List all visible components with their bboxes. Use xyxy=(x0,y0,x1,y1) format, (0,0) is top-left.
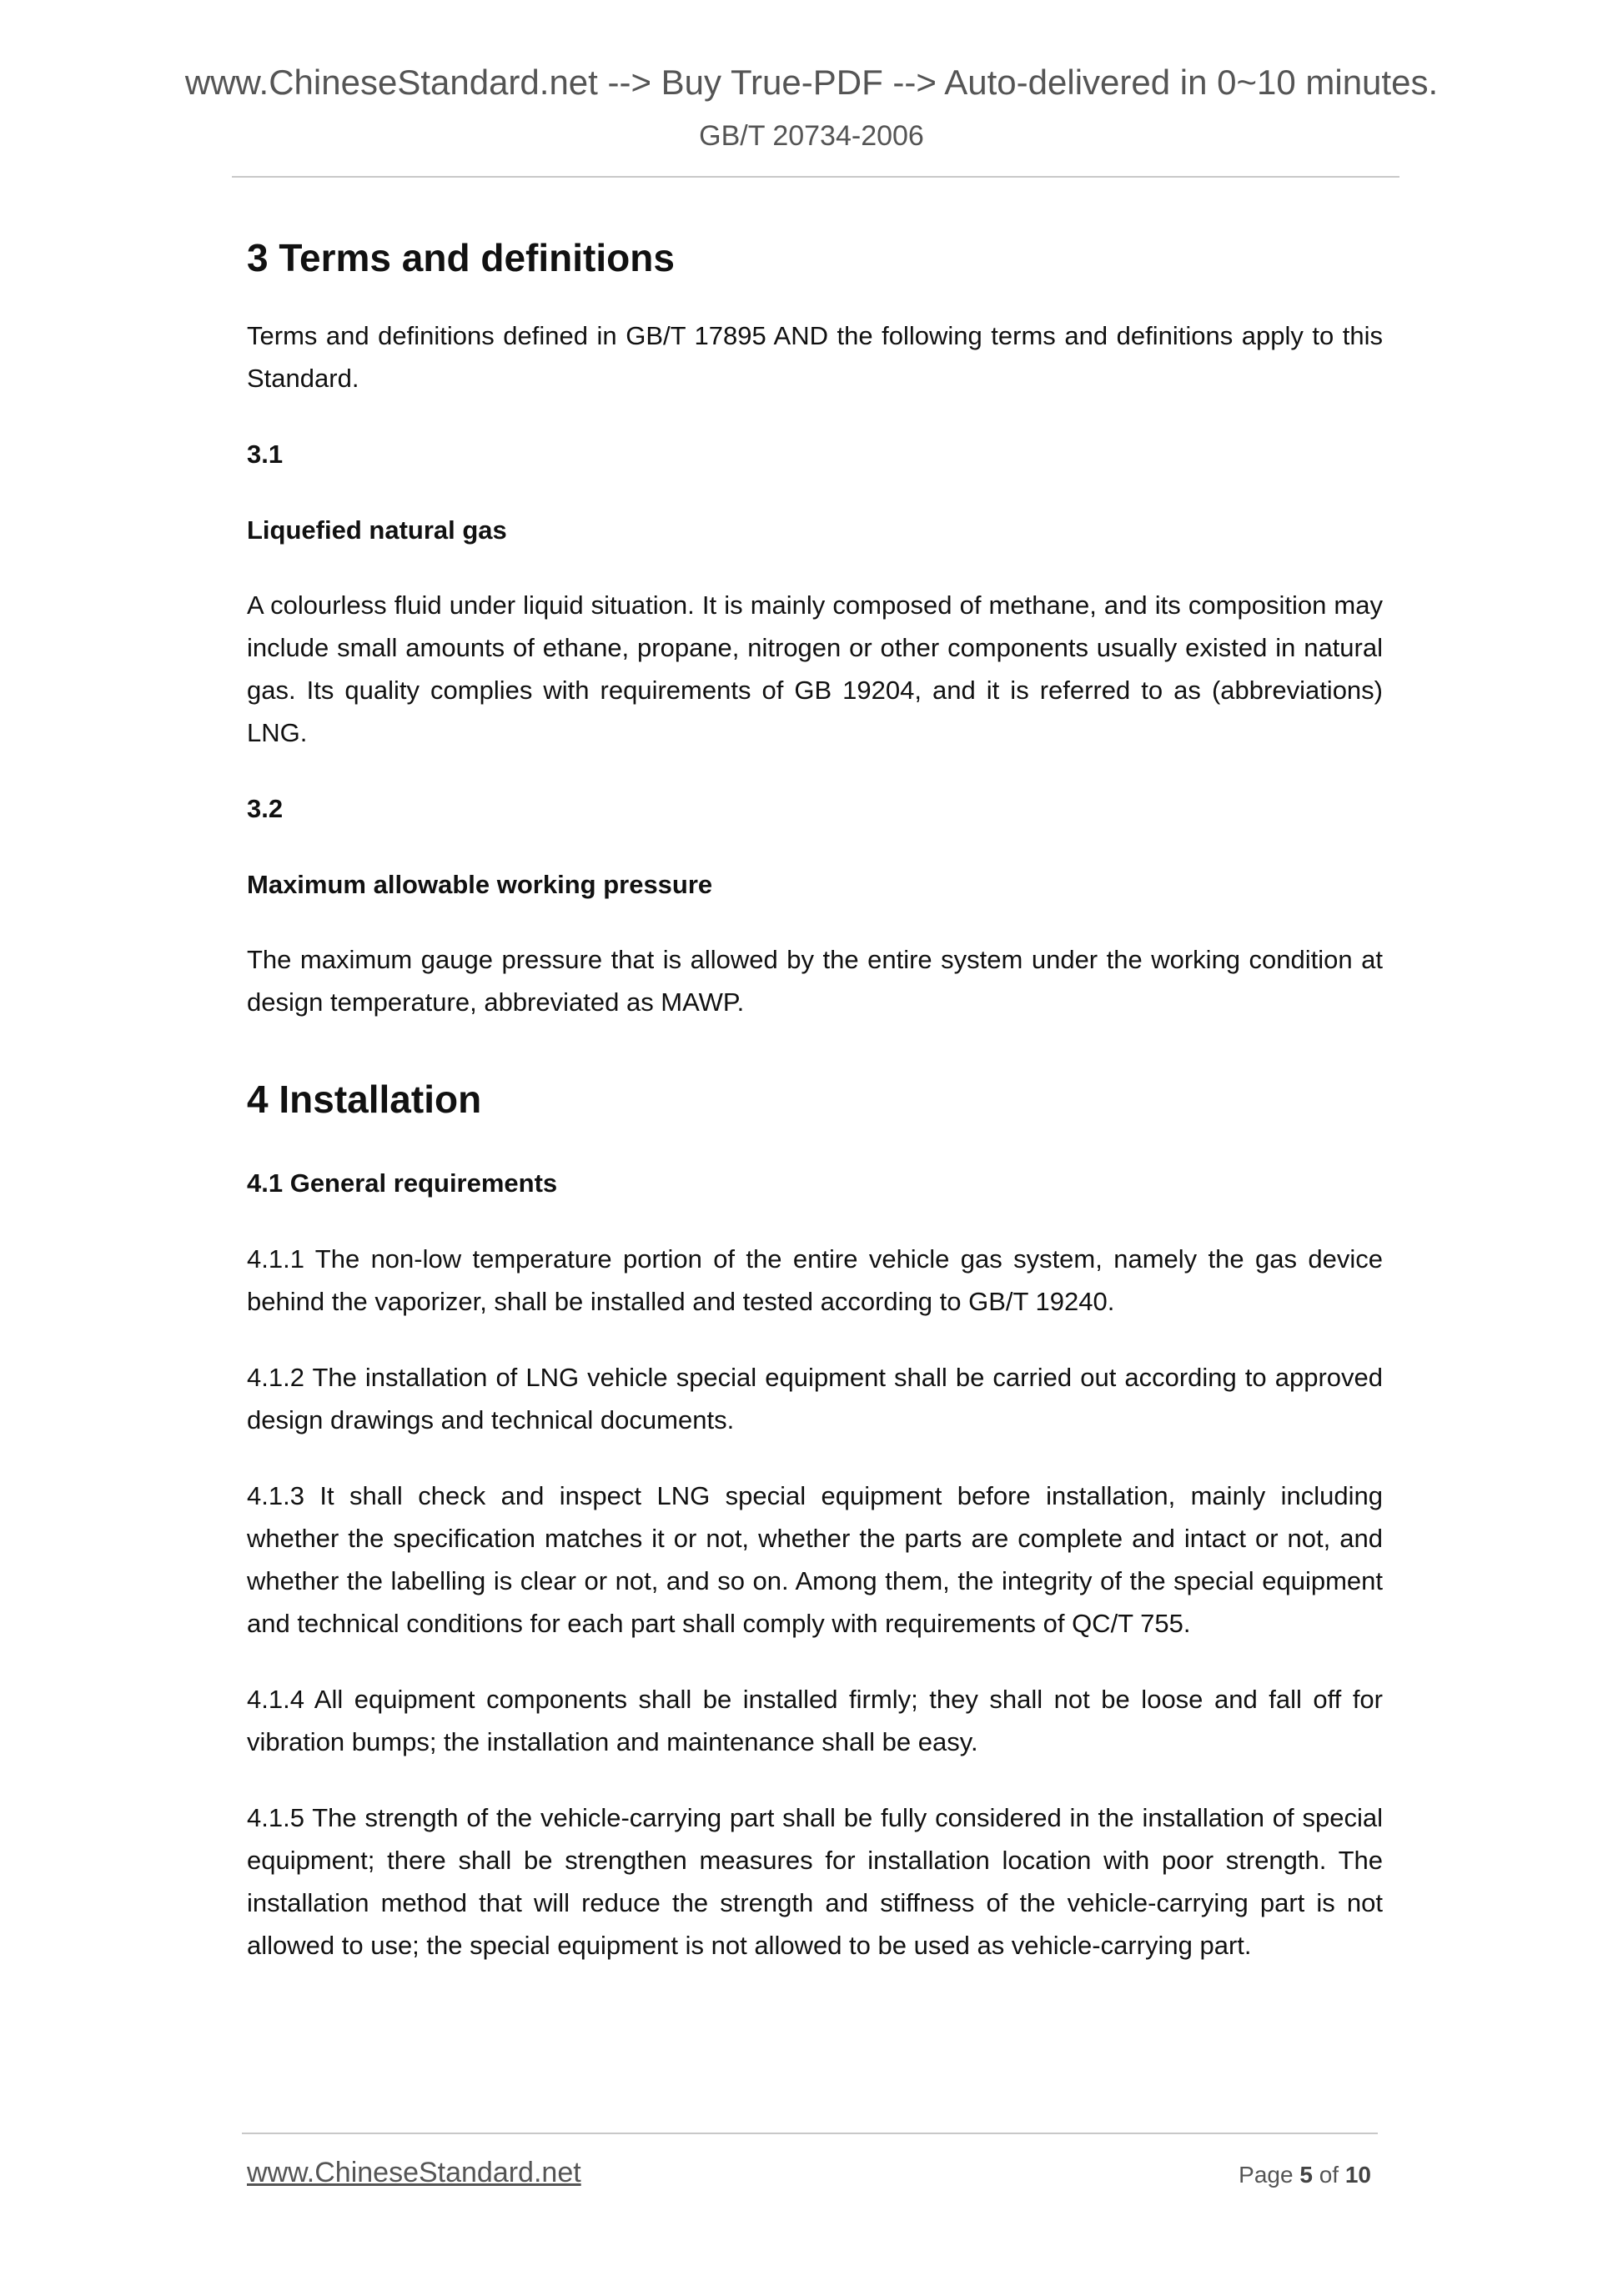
term-number-3-2: 3.2 xyxy=(247,793,284,823)
term-number-3-1: 3.1 xyxy=(247,439,284,469)
clause-4-1-1: 4.1.1 The non-low temperature portion of the entire vehicle gas system, namely the gas device behind the vaporizer, shall be installed and tested according to GB/T 19240. xyxy=(247,1243,1383,1316)
header-banner[interactable]: www.ChineseStandard.net --> Buy True-PDF --> Auto-delivered in 0~10 minutes. xyxy=(184,63,1439,102)
clause-4-1-4: 4.1.4 All equipment components shall be installed firmly; they shall not be loose and fall off for vibration bumps; the installation and maintenance shall be easy. xyxy=(247,1684,1383,1756)
clause-4-1-2: 4.1.2 The installation of LNG vehicle special equipment shall be carried out according to approved design drawings and technical documents. xyxy=(247,1362,1383,1434)
standard-number: GB/T 20734-2006 xyxy=(699,120,924,152)
term-definition-3-2: The maximum gauge pressure that is allowed by the entire system under the working condition at design temperature, abbreviated as MAWP. xyxy=(247,944,1383,1017)
footer-divider xyxy=(242,2133,1378,2134)
section-3-intro: Terms and definitions defined in GB/T 17895 AND the following terms and definitions apply to this Standard. xyxy=(247,320,1383,393)
footer-site-link[interactable]: www.ChineseStandard.net xyxy=(247,2157,581,2188)
term-definition-3-1: A colourless fluid under liquid situation. It is mainly composed of methane, and its composition may include small amounts of ethane, propane, nitrogen or other components usually existed in natural gas. Its quality complies with requirements of GB 19204, and it is referred to as (abbreviations) LNG. xyxy=(247,590,1383,747)
header-divider xyxy=(232,176,1399,178)
page-content xyxy=(247,234,1383,1967)
section-4-heading: 4 Installation xyxy=(247,1077,482,1121)
term-title-3-1: Liquefied natural gas xyxy=(247,515,507,545)
term-title-3-2: Maximum allowable working pressure xyxy=(247,869,713,899)
page-of: of xyxy=(1319,2162,1339,2188)
clause-4-1-5: 4.1.5 The strength of the vehicle-carrying part shall be fully considered in the installation of special equipment; there shall be strengthen measures for installation location with poor strength. The installation method that will reduce the strength and stiffness of the vehicle-carrying part is not allowed to use; the special equipment is not allowed to be used as vehicle-carrying part. xyxy=(247,1802,1383,1960)
clause-4-1-3: 4.1.3 It shall check and inspect LNG special equipment before installation, mainly including whether the specification matches it or not, whether the parts are complete and intact or not, and whether the labelling is clear or not, and so on. Among them, the integrity of the special equipment and technical conditions for each part shall comply with requirements of QC/T 755. xyxy=(247,1480,1383,1638)
page-word: Page xyxy=(1239,2162,1294,2188)
page-current: 5 xyxy=(1299,2162,1313,2188)
subsection-4-1-heading: 4.1 General requirements xyxy=(247,1168,558,1198)
page-total: 10 xyxy=(1344,2162,1371,2188)
section-3-heading: 3 Terms and definitions xyxy=(247,236,675,279)
page-indicator xyxy=(1239,2162,1371,2188)
